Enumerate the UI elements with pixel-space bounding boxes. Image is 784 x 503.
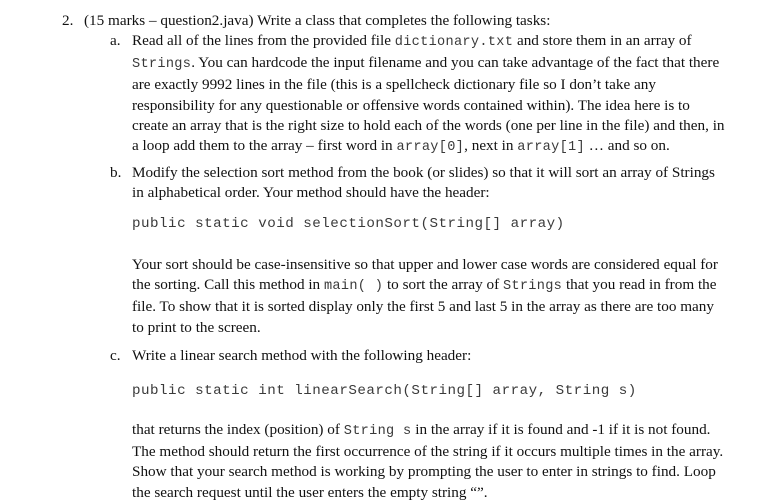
text-line: are exactly 9992 lines in the file (this is a spellcheck dictionary file so I don’t take any [132, 76, 656, 94]
text-line: that returns the index (position) of String s in the array if it is found and -1 if it is not found. [132, 421, 711, 439]
inline-code: Strings [502, 279, 563, 295]
item-b-intro [132, 163, 777, 203]
item-a-text [132, 31, 777, 158]
text-line: Read all of the lines from the provided file dictionary.txt and store them in an array of [132, 32, 692, 50]
inline-code: dictionary.txt [394, 35, 514, 50]
text-line: Show that your search method is working by prompting the user to enter in strings to find. Loop [132, 463, 716, 481]
item-c-intro [132, 346, 777, 366]
inline-code: main( ) [323, 279, 384, 295]
question-number: 2. [62, 12, 74, 29]
inline-code: array[1] [517, 140, 585, 156]
text-line: file. To show that it is sorted display only the first 5 and last 5 in the array as there are too many [132, 298, 714, 316]
linear-search-signature: public static int linearSearch(String[] array, String s) [132, 383, 637, 399]
text-line: a loop add them to the array – first word in array[0], next in array[1] … and so on. [132, 137, 670, 156]
question-header: (15 marks – question2.java) Write a class that completes the following tasks: [84, 12, 551, 29]
text-line: The method should return the first occurrence of the string if it occurs multiple times in the array. [132, 443, 724, 461]
text-line: responsibility for any questionable or offensive words contained within). The idea here is to [132, 96, 690, 114]
text-line: Modify the selection sort method from the book (or slides) so that it will sort an array of Strings [132, 164, 715, 181]
item-b-details [132, 255, 777, 338]
item-c-letter: c. [110, 347, 121, 364]
inline-code: array[0] [396, 140, 465, 156]
inline-code: Strings [132, 57, 192, 73]
text-line: in alphabetical order. Your method should have the header: [132, 184, 490, 202]
text-line: Your sort should be case-insensitive so that upper and lower case words are considered equal for [132, 256, 718, 273]
item-b-letter: b. [110, 164, 122, 181]
text-line: the sorting. Call this method in main( ) to sort the array of Strings that you read in from the [132, 276, 717, 295]
item-a-letter: a. [110, 32, 121, 49]
text-line: Write a linear search method with the following header: [132, 347, 472, 364]
text-line: to print to the screen. [132, 318, 261, 336]
text-line: the search request until the user enters the empty string “”. [132, 483, 488, 501]
inline-code: String s [343, 424, 412, 439]
text-line: create an array that is the right size to hold each of the words (one per line in the file) and then, in [132, 116, 725, 134]
item-c-details [132, 420, 777, 503]
selection-sort-signature: public static void selectionSort(String[] array) [132, 216, 565, 232]
text-line: Strings. You can hardcode the input filename and you can take advantage of the fact that there [132, 54, 720, 73]
